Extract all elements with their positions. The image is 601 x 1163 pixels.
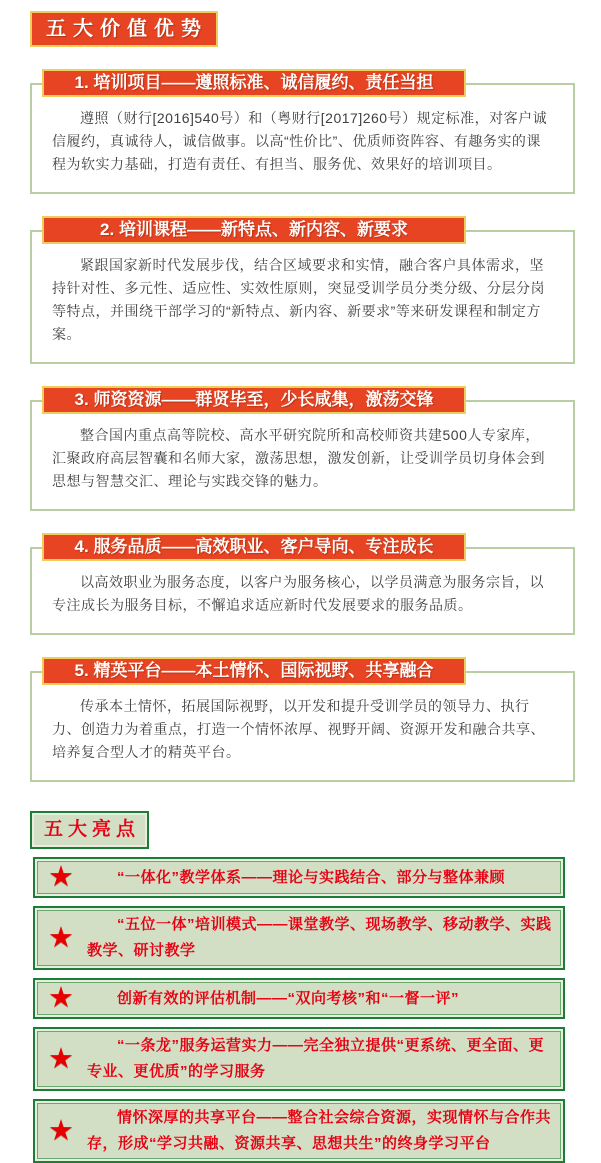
value-card-3-heading: 3. 师资资源——群贤毕至，少长咸集，激荡交锋 — [42, 386, 466, 414]
value-card-2-heading: 2. 培训课程——新特点、新内容、新要求 — [42, 216, 466, 244]
value-card-1-body: 遵照（财行[2016]540号）和（粤财行[2017]260号）规定标准，对客户诚信履约，真诚待人，诚信做事。以高“性价比”、优质师资阵容、有趣务实的课程为软实力基础，打造有责任、有担当、服务优、效果好的培训项目。 — [52, 110, 548, 172]
value-card-1 — [30, 69, 575, 194]
highlight-row-3 — [33, 978, 565, 1019]
value-card-3 — [30, 386, 575, 511]
value-card-5-body: 传承本土情怀，拓展国际视野，以开发和提升受训学员的领导力、执行力、创造力为着重点，打造一个情怀浓厚、视野开阔、资源开发和融合共享、培养复合型人才的精英平台。 — [52, 698, 545, 760]
highlight-row-1-text: “一体化”教学体系——理论与实践结合、部分与整体兼顾 — [117, 868, 506, 886]
value-card-2 — [30, 216, 575, 364]
highlight-row-2 — [33, 906, 565, 970]
star-icon: ★ — [48, 1042, 74, 1075]
value-card-3-body-box — [30, 400, 575, 511]
highlight-row-4 — [33, 1027, 565, 1091]
value-card-5 — [30, 657, 575, 782]
value-card-3-body: 整合国内重点高等院校、高水平研究院所和高校师资共建500人专家库，汇聚政府高层智囊和名师大家，激荡思想，激发创新，让受训学员切身体会到思想与智慧交汇、理论与实践交锋的魅力。 — [52, 427, 545, 489]
star-icon: ★ — [48, 861, 74, 893]
highlight-row-2-text: “五位一体”培训模式——课堂教学、现场教学、移动教学、实践教学、研讨教学 — [87, 916, 552, 959]
value-card-4-heading: 4. 服务品质——高效职业、客户导向、专注成长 — [42, 533, 466, 561]
highlight-row-5-text: 情怀深厚的共享平台——整合社会综合资源，实现情怀与合作共存，形成“学习共融、资源共享、思想共生”的终身学习平台 — [87, 1109, 552, 1152]
value-card-1-heading: 1. 培训项目——遵照标准、诚信履约、责任当担 — [42, 69, 466, 97]
value-card-4 — [30, 533, 575, 635]
value-card-5-heading: 5. 精英平台——本土情怀、国际视野、共享融合 — [42, 657, 466, 685]
value-card-1-body-box — [30, 83, 575, 194]
value-card-2-body: 紧跟国家新时代发展步伐，结合区域要求和实情，融合客户具体需求，坚持针对性、多元性、适应性、实效性原则，突显受训学员分类分级、分层分岗等特点，并围绕干部学习的“新特点、新内容、新要求”等来研发课程和制定方案。 — [52, 257, 545, 342]
star-icon: ★ — [48, 921, 74, 954]
highlight-section-title: 五大亮点 — [30, 811, 149, 849]
star-icon: ★ — [48, 1114, 74, 1147]
highlight-row-3-text: 创新有效的评估机制——“双向考核”和“一督一评” — [117, 989, 460, 1007]
value-card-5-body-box — [30, 671, 575, 782]
value-card-2-body-box — [30, 230, 575, 364]
highlight-row-1 — [33, 857, 565, 898]
highlight-row-4-text: “一条龙”服务运营实力——完全独立提供“更系统、更全面、更专业、更优质”的学习服务 — [87, 1037, 545, 1080]
value-card-4-body: 以高效职业为服务态度，以客户为服务核心，以学员满意为服务宗旨，以专注成长为服务目标，不懈追求适应新时代发展要求的服务品质。 — [52, 574, 544, 613]
star-icon: ★ — [48, 982, 74, 1014]
highlight-row-5 — [33, 1099, 565, 1163]
value-section-title: 五大价值优势 — [30, 11, 218, 47]
